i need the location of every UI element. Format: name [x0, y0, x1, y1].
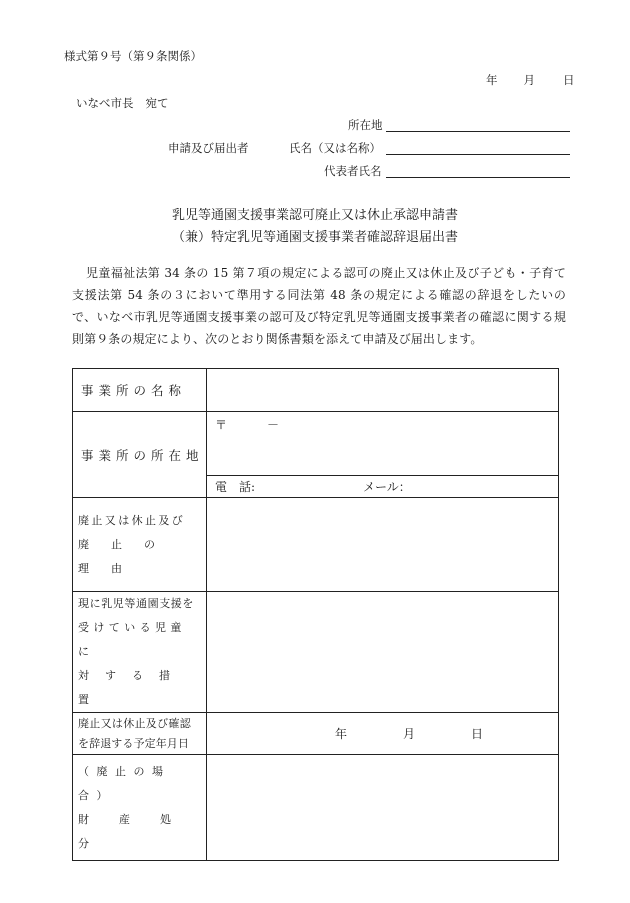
- table-row-facility-address: [73, 412, 559, 476]
- facility-address-label: 事業所の所在地: [73, 412, 207, 498]
- schedule-year-label: 年: [335, 727, 348, 741]
- date-line: [486, 72, 575, 88]
- address-input-line[interactable]: [386, 131, 570, 132]
- body-paragraph: 児童福祉法第 34 条の 15 第７項の規定による認可の廃止又は休止及び子ども・子育て支援法第 54 条の３において準用する同法第 48 条の規定による確認の辞退をしたいので、いなべ市乳児等通園支援事業の認可及び特定乳児等通園支援事業者の確認に関する規則第９条の規定により、次のとおり関係書類を添えて申請及び届出します。: [72, 266, 566, 346]
- addressee-suffix: 宛て: [145, 96, 169, 110]
- date-month-label: 月: [523, 73, 535, 87]
- representative-label: 代表者氏名: [324, 164, 382, 178]
- date-day-label: 日: [563, 73, 575, 87]
- property-label: [73, 755, 207, 861]
- facility-address-input[interactable]: [207, 412, 559, 476]
- addressee-name: いなべ市長: [76, 96, 134, 110]
- phone-label: 電 話:: [215, 480, 256, 494]
- table-row-property: [73, 755, 559, 861]
- schedule-label-line2: を辞退する予定年月日: [78, 736, 189, 750]
- table-row-reason: [73, 498, 559, 592]
- reason-input[interactable]: [207, 498, 559, 592]
- postal-dash: －: [267, 418, 280, 432]
- name-input-line[interactable]: [386, 154, 570, 155]
- table-row-schedule: [73, 713, 559, 755]
- reason-label: [73, 498, 207, 592]
- measures-label-line3: 対する措置: [78, 669, 186, 706]
- schedule-day-label: 日: [471, 727, 484, 741]
- application-table: [72, 368, 559, 861]
- addressee: [76, 95, 169, 111]
- schedule-label-line1: 廃止又は休止及び確認: [78, 716, 191, 730]
- reason-label-line1: 廃止又は休止及び: [78, 513, 186, 527]
- facility-name-label: 事業所の名称: [73, 369, 207, 412]
- address-label: 所在地: [348, 118, 383, 132]
- schedule-label: [73, 713, 207, 755]
- email-label: メール：: [363, 480, 411, 494]
- form-number: 様式第９号（第９条関係）: [64, 49, 202, 63]
- document-title-line1: 乳児等通園支援事業認可廃止又は休止承認申請書: [171, 208, 458, 223]
- property-input[interactable]: [207, 755, 559, 861]
- contact-input[interactable]: [207, 476, 559, 498]
- date-year-label: 年: [486, 73, 498, 87]
- measures-input[interactable]: [207, 592, 559, 713]
- postal-mark: 〒: [215, 418, 228, 432]
- measures-label-line1: 現に乳児等通園支援を: [78, 597, 194, 610]
- table-row-measures: [73, 592, 559, 713]
- schedule-input[interactable]: [207, 713, 559, 755]
- reason-label-line2: 廃止の理由: [78, 537, 177, 575]
- schedule-month-label: 月: [403, 727, 416, 741]
- measures-label-line2: 受けている児童に: [78, 621, 186, 658]
- applicant-role-label: 申請及び届出者: [168, 141, 249, 155]
- facility-name-input[interactable]: [207, 369, 559, 412]
- document-title-line2: （兼）特定乳児等通園支援事業者確認辞退届出書: [171, 230, 458, 245]
- property-label-line2: 財産処分: [78, 812, 201, 850]
- measures-label: [73, 592, 207, 713]
- name-label: 氏名（又は名称）: [289, 141, 381, 155]
- property-label-line1: （廃止の場合）: [78, 764, 171, 802]
- representative-input-line[interactable]: [386, 177, 570, 178]
- table-row-facility-name: [73, 369, 559, 412]
